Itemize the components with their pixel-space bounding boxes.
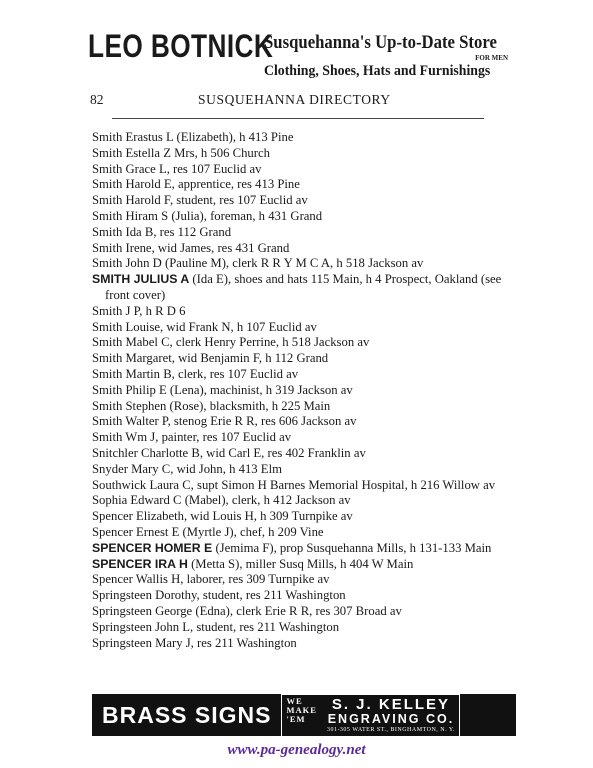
entry-name: Smith Harold E — [92, 177, 172, 192]
entry-name: SPENCER HOMER E — [92, 540, 213, 555]
entry-details: , res 107 Euclid av — [166, 161, 262, 176]
entry-details: , wid Benjamin F, h 112 Grand — [171, 351, 329, 366]
entry-details: , wid James, res 431 Grand — [151, 240, 290, 255]
entry-name: Smith Stephen — [92, 398, 167, 413]
entry-details: , student, res 107 Euclid av — [169, 193, 308, 208]
we-text: WE — [286, 695, 303, 706]
entry-name: Smith Philip E — [92, 382, 167, 397]
directory-entry — [92, 541, 505, 557]
directory-entry — [92, 446, 512, 462]
entry-details: (Lena), machinist, h 319 Jackson av — [166, 382, 353, 397]
entry-details: , apprentice, res 413 Pine — [171, 177, 300, 192]
entry-name: SMITH JULIUS A — [92, 272, 190, 287]
entry-details: , supt Simon H Barnes Memorial Hospital, h 216 Willow av — [190, 477, 496, 492]
entry-details: , wid John, h 413 Elm — [170, 461, 282, 476]
entry-name: Smith Louise — [92, 319, 161, 334]
entry-name: Smith Grace L — [92, 161, 167, 176]
entry-details: , laborer, res 309 Turnpike av — [180, 572, 330, 587]
directory-entries — [92, 130, 512, 651]
entry-name: Springsteen John L — [92, 619, 190, 634]
entry-details: (Elizabeth), h 413 Pine — [173, 130, 294, 144]
entry-name: Southwick Laura C — [92, 477, 191, 492]
entry-name: Smith Ida B — [92, 224, 154, 239]
entry-details: , res 112 Grand — [153, 224, 232, 239]
directory-entry — [92, 399, 512, 415]
directory-entry — [92, 525, 512, 541]
entry-details: (Jemima F), prop Susquehanna Mills, h 131-133 Main — [212, 540, 492, 555]
directory-entry — [92, 414, 512, 430]
entry-details: , clerk Henry Perrine, h 518 Jackson av — [169, 335, 370, 350]
directory-entry — [92, 588, 512, 604]
directory-entry — [92, 351, 512, 367]
entry-details: , h R D 6 — [139, 303, 186, 318]
entry-name: Smith Wm J — [92, 430, 156, 445]
entry-details: , wid Frank N, h 107 Euclid av — [160, 319, 317, 334]
directory-entry — [92, 320, 512, 336]
entry-name: SPENCER IRA H — [92, 556, 188, 571]
directory-entry — [92, 636, 512, 652]
entry-name: Spencer Elizabeth — [92, 509, 184, 524]
entry-details: , wid Carl E, res 402 Franklin av — [199, 445, 366, 460]
advertisement-details — [264, 32, 514, 80]
entry-name: Springsteen Dorothy — [92, 588, 197, 603]
entry-details: , stenog Erie R R, res 606 Jackson av — [167, 414, 357, 429]
engraving-company: ENGRAVING CO. — [327, 711, 455, 726]
entry-details: , painter, res 107 Euclid av — [155, 430, 292, 445]
entry-name: Spencer Ernest E — [92, 524, 180, 539]
entry-name: Smith Margaret — [92, 351, 172, 366]
advertisement-for-men: FOR MEN — [475, 54, 508, 62]
directory-entry — [92, 162, 512, 178]
entry-name: Smith Martin B — [92, 366, 172, 381]
directory-entry — [92, 193, 512, 209]
entry-details: , res 211 Washington — [190, 635, 297, 650]
entry-name: Smith Hiram S — [92, 208, 169, 223]
entry-details: , clerk, res 107 Euclid av — [171, 366, 299, 381]
directory-entry — [92, 146, 512, 162]
header-divider — [112, 118, 484, 119]
advertisement-tagline: Susquehanna's Up-to-Date Store — [264, 32, 497, 53]
running-head — [90, 92, 510, 110]
directory-entry — [92, 177, 512, 193]
engraver-address: 301-305 WATER ST., BINGHAMTON, N. Y. — [326, 726, 455, 733]
entry-name: Smith J P — [92, 303, 140, 318]
entry-details: (Julia), foreman, h 431 Grand — [168, 208, 323, 223]
directory-entry — [92, 335, 512, 351]
engraver-box — [281, 694, 459, 737]
page-title: SUSQUEHANNA DIRECTORY — [198, 92, 391, 107]
entry-details: (Metta S), miller Susq Mills, h 404 W Main — [187, 556, 414, 571]
website-link[interactable]: www.pa-genealogy.net — [227, 742, 366, 758]
directory-entry — [92, 130, 512, 146]
entry-name: Smith John D — [92, 256, 162, 271]
entry-details: (Ida E), shoes and hats 115 Main, h 4 Prospect, Oakland (see front cover) — [105, 272, 502, 302]
directory-entry — [92, 241, 512, 257]
entry-name: Smith Irene — [92, 240, 152, 255]
engraver-name-block — [327, 697, 455, 734]
directory-entry — [92, 462, 512, 478]
directory-entry — [92, 272, 505, 304]
directory-entry — [92, 572, 512, 588]
entry-name: Smith Estella Z Mrs — [92, 145, 195, 160]
brass-signs-heading: BRASS SIGNS — [102, 701, 272, 728]
directory-entry — [92, 430, 512, 446]
directory-entry — [92, 225, 512, 241]
directory-entry — [92, 620, 512, 636]
entry-details: , student, res 211 Washington — [189, 619, 340, 634]
directory-entry — [92, 604, 512, 620]
advertisement-goods: Clothing, Shoes, Hats and Furnishings — [264, 63, 491, 79]
directory-entry — [92, 557, 512, 573]
entry-name: Snitchler Charlotte B — [92, 445, 200, 460]
directory-entry — [92, 478, 505, 494]
we-make-em — [286, 697, 316, 734]
entry-details: , student, res 211 Washington — [196, 588, 346, 603]
entry-details: (Pauline M), clerk R R Y M C A, h 518 Jackson av — [161, 256, 424, 271]
entry-details: (Myrtle J), chef, h 209 Vine — [179, 524, 324, 539]
em-text: 'EM — [286, 713, 306, 724]
entry-name: Springsteen Mary J — [92, 635, 191, 650]
directory-entry — [92, 256, 512, 272]
advertiser-name: LEO BOTNICK — [88, 28, 274, 64]
directory-entry — [92, 304, 512, 320]
entry-name: Sophia Edward C — [92, 493, 182, 508]
footer-advertisement — [92, 694, 516, 736]
entry-name: Smith Harold F — [92, 193, 170, 208]
header-advertisement — [88, 28, 514, 86]
page-number: 82 — [90, 92, 104, 107]
entry-name: Smith Erastus L — [92, 130, 174, 144]
entry-name: Spencer Wallis H — [92, 572, 181, 587]
entry-details: (Rose), blacksmith, h 225 Main — [166, 398, 331, 413]
entry-name: Snyder Mary C — [92, 461, 171, 476]
directory-entry — [92, 367, 512, 383]
engraver-name: S. J. KELLEY — [331, 695, 451, 713]
directory-entry — [92, 383, 512, 399]
directory-entry — [92, 509, 512, 525]
entry-details: (Mabel), clerk, h 412 Jackson av — [181, 493, 351, 508]
entry-name: Smith Mabel C — [92, 335, 170, 350]
entry-name: Smith Walter P — [92, 414, 168, 429]
make-text: MAKE — [286, 704, 317, 715]
entry-details: , wid Louis H, h 309 Turnpike av — [183, 509, 353, 524]
entry-details: , h 506 Church — [194, 145, 270, 160]
directory-entry — [92, 493, 512, 509]
entry-details: (Edna), clerk Erie R R, res 307 Broad av — [192, 603, 402, 618]
entry-name: Springsteen George — [92, 603, 193, 618]
directory-entry — [92, 209, 512, 225]
